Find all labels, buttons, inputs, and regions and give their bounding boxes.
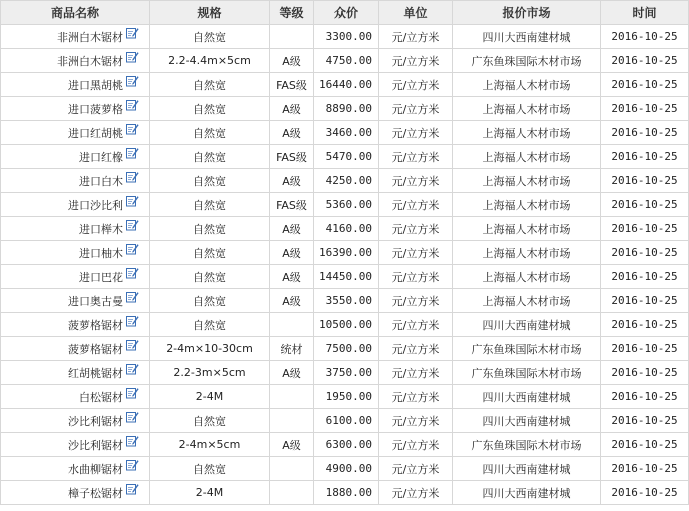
grade-cell: A级 [270, 49, 314, 73]
edit-note-icon[interactable] [126, 459, 139, 471]
time-cell: 2016-10-25 [601, 409, 689, 433]
table-body [1, 25, 689, 505]
unit-cell: 元/立方米 [379, 385, 453, 409]
time-cell: 2016-10-25 [601, 49, 689, 73]
spec-cell: 自然宽 [150, 193, 270, 217]
grade-cell: A级 [270, 121, 314, 145]
price-cell: 1950.00 [314, 385, 379, 409]
edit-note-icon[interactable] [126, 195, 139, 207]
price-cell: 3300.00 [314, 25, 379, 49]
spec-cell: 2-4M [150, 481, 270, 505]
table-row [1, 385, 689, 409]
product-name-cell [1, 457, 150, 481]
table-row [1, 49, 689, 73]
grade-cell: FAS级 [270, 193, 314, 217]
table-row [1, 409, 689, 433]
grade-cell: A级 [270, 289, 314, 313]
product-name-cell [1, 169, 150, 193]
table-row [1, 265, 689, 289]
product-name-link[interactable]: 水曲柳锯材 [68, 462, 123, 476]
spec-cell: 自然宽 [150, 409, 270, 433]
price-cell: 6300.00 [314, 433, 379, 457]
table-row [1, 217, 689, 241]
unit-cell: 元/立方米 [379, 49, 453, 73]
product-name-cell [1, 409, 150, 433]
spec-cell: 自然宽 [150, 145, 270, 169]
table-header-row [1, 1, 689, 25]
time-cell: 2016-10-25 [601, 361, 689, 385]
table-row [1, 193, 689, 217]
product-name-link[interactable]: 非洲白木锯材 [57, 54, 123, 68]
price-cell: 6100.00 [314, 409, 379, 433]
edit-note-icon[interactable] [126, 363, 139, 375]
grade-cell: A级 [270, 169, 314, 193]
product-name-link[interactable]: 樟子松锯材 [68, 486, 123, 500]
spec-cell: 2.2-3m×5cm [150, 361, 270, 385]
time-cell: 2016-10-25 [601, 121, 689, 145]
market-cell: 广东鱼珠国际木材市场 [453, 49, 601, 73]
unit-cell: 元/立方米 [379, 73, 453, 97]
edit-note-icon[interactable] [126, 291, 139, 303]
product-name-cell [1, 265, 150, 289]
time-cell: 2016-10-25 [601, 313, 689, 337]
product-name-cell [1, 313, 150, 337]
table-row [1, 169, 689, 193]
market-cell: 广东鱼珠国际木材市场 [453, 433, 601, 457]
edit-note-icon[interactable] [126, 315, 139, 327]
product-name-cell [1, 121, 150, 145]
product-name-link[interactable]: 沙比利锯材 [68, 438, 123, 452]
market-cell: 四川大西南建材城 [453, 385, 601, 409]
time-cell: 2016-10-25 [601, 169, 689, 193]
unit-cell: 元/立方米 [379, 361, 453, 385]
price-cell: 16440.00 [314, 73, 379, 97]
unit-cell: 元/立方米 [379, 25, 453, 49]
product-name-link[interactable]: 进口榉木 [79, 222, 123, 236]
spec-cell: 自然宽 [150, 97, 270, 121]
grade-cell: A级 [270, 241, 314, 265]
spec-cell: 自然宽 [150, 457, 270, 481]
unit-cell: 元/立方米 [379, 193, 453, 217]
spec-cell: 自然宽 [150, 169, 270, 193]
spec-cell: 自然宽 [150, 265, 270, 289]
price-cell: 16390.00 [314, 241, 379, 265]
unit-cell: 元/立方米 [379, 145, 453, 169]
table-row [1, 145, 689, 169]
product-name-cell [1, 193, 150, 217]
unit-cell: 元/立方米 [379, 481, 453, 505]
product-name-cell [1, 385, 150, 409]
product-name-cell [1, 97, 150, 121]
unit-cell: 元/立方米 [379, 169, 453, 193]
unit-cell: 元/立方米 [379, 121, 453, 145]
edit-note-icon[interactable] [126, 483, 139, 495]
time-cell: 2016-10-25 [601, 97, 689, 121]
product-name-link[interactable]: 进口红橡 [79, 150, 123, 164]
grade-cell [270, 481, 314, 505]
table-row [1, 457, 689, 481]
product-name-cell [1, 49, 150, 73]
spec-cell: 自然宽 [150, 25, 270, 49]
market-cell: 四川大西南建材城 [453, 313, 601, 337]
edit-note-icon[interactable] [126, 51, 139, 63]
spec-cell: 2.2-4.4m×5cm [150, 49, 270, 73]
unit-cell: 元/立方米 [379, 97, 453, 121]
product-name-link[interactable]: 进口红胡桃 [68, 126, 123, 140]
table-row [1, 433, 689, 457]
product-name-link[interactable]: 进口菠萝格 [68, 102, 123, 116]
market-cell: 上海福人木材市场 [453, 289, 601, 313]
edit-note-icon[interactable] [126, 339, 139, 351]
grade-cell: A级 [270, 97, 314, 121]
col-header-market: 报价市场 [453, 1, 601, 25]
time-cell: 2016-10-25 [601, 25, 689, 49]
product-name-cell [1, 289, 150, 313]
table-row [1, 289, 689, 313]
spec-cell: 2-4m×10-30cm [150, 337, 270, 361]
spec-cell: 自然宽 [150, 241, 270, 265]
price-cell: 5470.00 [314, 145, 379, 169]
edit-note-icon[interactable] [126, 387, 139, 399]
table-row [1, 97, 689, 121]
unit-cell: 元/立方米 [379, 337, 453, 361]
col-header-price: 众价 [314, 1, 379, 25]
time-cell: 2016-10-25 [601, 193, 689, 217]
grade-cell [270, 313, 314, 337]
time-cell: 2016-10-25 [601, 145, 689, 169]
grade-cell: A级 [270, 217, 314, 241]
product-name-link[interactable]: 沙比利锯材 [68, 414, 123, 428]
price-cell: 14450.00 [314, 265, 379, 289]
price-cell: 3750.00 [314, 361, 379, 385]
time-cell: 2016-10-25 [601, 241, 689, 265]
price-cell: 3550.00 [314, 289, 379, 313]
time-cell: 2016-10-25 [601, 265, 689, 289]
market-cell: 上海福人木材市场 [453, 241, 601, 265]
spec-cell: 自然宽 [150, 313, 270, 337]
spec-cell: 自然宽 [150, 73, 270, 97]
edit-note-icon[interactable] [126, 27, 139, 39]
time-cell: 2016-10-25 [601, 481, 689, 505]
edit-note-icon[interactable] [126, 435, 139, 447]
unit-cell: 元/立方米 [379, 217, 453, 241]
market-cell: 四川大西南建材城 [453, 481, 601, 505]
col-header-name: 商品名称 [1, 1, 150, 25]
spec-cell: 自然宽 [150, 121, 270, 145]
time-cell: 2016-10-25 [601, 433, 689, 457]
edit-note-icon[interactable] [126, 219, 139, 231]
product-name-link[interactable]: 菠萝格锯材 [68, 318, 123, 332]
edit-note-icon[interactable] [126, 99, 139, 111]
market-cell: 广东鱼珠国际木材市场 [453, 361, 601, 385]
grade-cell: A级 [270, 265, 314, 289]
spec-cell: 2-4m×5cm [150, 433, 270, 457]
product-name-link[interactable]: 进口巴花 [79, 270, 123, 284]
price-cell: 5360.00 [314, 193, 379, 217]
price-cell: 1880.00 [314, 481, 379, 505]
price-cell: 4250.00 [314, 169, 379, 193]
product-name-cell [1, 217, 150, 241]
grade-cell: FAS级 [270, 145, 314, 169]
edit-note-icon[interactable] [126, 171, 139, 183]
product-name-link[interactable]: 进口柚木 [79, 246, 123, 260]
edit-note-icon[interactable] [126, 123, 139, 135]
spec-cell: 自然宽 [150, 217, 270, 241]
market-cell: 上海福人木材市场 [453, 217, 601, 241]
table-row [1, 313, 689, 337]
product-name-link[interactable]: 进口奥古曼 [68, 294, 123, 308]
col-header-unit: 单位 [379, 1, 453, 25]
product-name-cell [1, 145, 150, 169]
time-cell: 2016-10-25 [601, 217, 689, 241]
market-cell: 上海福人木材市场 [453, 193, 601, 217]
col-header-time: 时间 [601, 1, 689, 25]
edit-note-icon[interactable] [126, 75, 139, 87]
market-cell: 上海福人木材市场 [453, 169, 601, 193]
grade-cell: FAS级 [270, 73, 314, 97]
market-cell: 上海福人木材市场 [453, 265, 601, 289]
grade-cell [270, 457, 314, 481]
product-name-link[interactable]: 进口沙比利 [68, 198, 123, 212]
product-name-link[interactable]: 进口黑胡桃 [68, 78, 123, 92]
market-cell: 四川大西南建材城 [453, 409, 601, 433]
price-cell: 4750.00 [314, 49, 379, 73]
unit-cell: 元/立方米 [379, 313, 453, 337]
grade-cell: A级 [270, 433, 314, 457]
table-row [1, 241, 689, 265]
time-cell: 2016-10-25 [601, 385, 689, 409]
product-name-cell [1, 337, 150, 361]
table-row [1, 73, 689, 97]
product-name-link[interactable]: 红胡桃锯材 [68, 366, 123, 380]
table-row [1, 25, 689, 49]
grade-cell [270, 25, 314, 49]
price-cell: 3460.00 [314, 121, 379, 145]
col-header-spec: 规格 [150, 1, 270, 25]
edit-note-icon[interactable] [126, 267, 139, 279]
product-name-cell [1, 481, 150, 505]
unit-cell: 元/立方米 [379, 241, 453, 265]
grade-cell [270, 409, 314, 433]
time-cell: 2016-10-25 [601, 289, 689, 313]
spec-cell: 自然宽 [150, 289, 270, 313]
price-cell: 7500.00 [314, 337, 379, 361]
table-row [1, 361, 689, 385]
unit-cell: 元/立方米 [379, 289, 453, 313]
grade-cell: A级 [270, 361, 314, 385]
table-row [1, 121, 689, 145]
market-cell: 上海福人木材市场 [453, 97, 601, 121]
product-name-link[interactable]: 白松锯材 [79, 390, 123, 404]
edit-note-icon[interactable] [126, 147, 139, 159]
table-row [1, 481, 689, 505]
edit-note-icon[interactable] [126, 411, 139, 423]
product-name-cell [1, 25, 150, 49]
market-cell: 四川大西南建材城 [453, 25, 601, 49]
product-name-link[interactable]: 菠萝格锯材 [68, 342, 123, 356]
price-cell: 10500.00 [314, 313, 379, 337]
col-header-grade: 等级 [270, 1, 314, 25]
market-cell: 上海福人木材市场 [453, 121, 601, 145]
price-cell: 4160.00 [314, 217, 379, 241]
product-name-cell [1, 361, 150, 385]
unit-cell: 元/立方米 [379, 433, 453, 457]
table-row [1, 337, 689, 361]
edit-note-icon[interactable] [126, 243, 139, 255]
time-cell: 2016-10-25 [601, 457, 689, 481]
market-cell: 广东鱼珠国际木材市场 [453, 337, 601, 361]
time-cell: 2016-10-25 [601, 337, 689, 361]
product-name-link[interactable]: 非洲白木锯材 [57, 30, 123, 44]
market-cell: 四川大西南建材城 [453, 457, 601, 481]
price-cell: 4900.00 [314, 457, 379, 481]
spec-cell: 2-4M [150, 385, 270, 409]
time-cell: 2016-10-25 [601, 73, 689, 97]
unit-cell: 元/立方米 [379, 457, 453, 481]
market-cell: 上海福人木材市场 [453, 145, 601, 169]
grade-cell [270, 385, 314, 409]
product-name-cell [1, 433, 150, 457]
product-name-cell [1, 73, 150, 97]
product-name-link[interactable]: 进口白木 [79, 174, 123, 188]
unit-cell: 元/立方米 [379, 409, 453, 433]
product-name-cell [1, 241, 150, 265]
unit-cell: 元/立方米 [379, 265, 453, 289]
grade-cell: 统材 [270, 337, 314, 361]
price-cell: 8890.00 [314, 97, 379, 121]
market-cell: 上海福人木材市场 [453, 73, 601, 97]
